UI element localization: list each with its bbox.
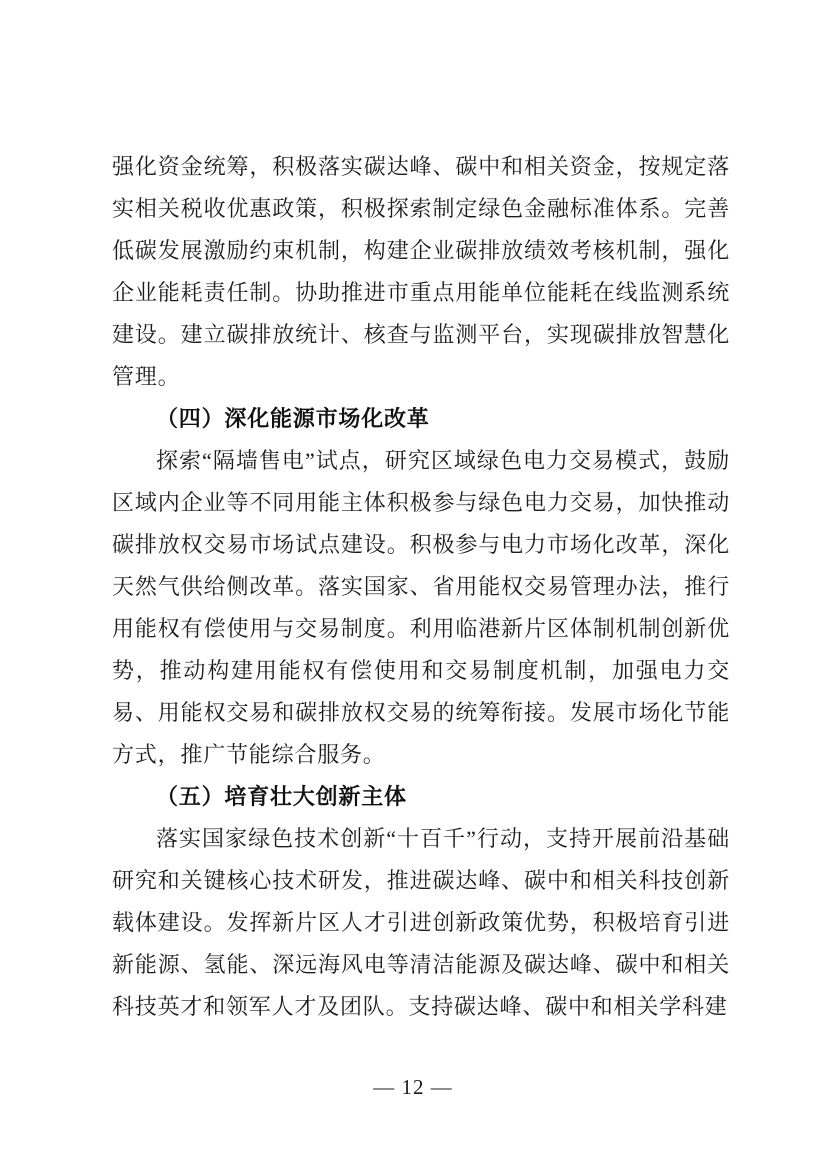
page-footer (0, 1072, 826, 1102)
body-paragraph-energy-market: 探索“隔墙售电”试点，研究区域绿色电力交易模式，鼓励区域内企业等不同用能主体积极参与绿色电力交易，加快推动碳排放权交易市场试点建设。积极参与电力市场化改革，深化天然气供给侧改革。落实国家、省用能权交易管理办法，推行用能权有偿使用与交易制度。利用临港新片区体制机制创新优势，推动构建用能权有偿使用和交易制度机制，加强电力交易、用能权交易和碳排放权交易的统筹衔接。发展市场化节能方式，推广节能综合服务。 (112, 448, 730, 767)
page-body (112, 146, 730, 1028)
page-number: — 12 — (373, 1075, 453, 1099)
section-heading-5: （五）培育壮大创新主体 (156, 784, 407, 809)
body-paragraph-continued: 强化资金统筹，积极落实碳达峰、碳中和相关资金，按规定落实相关税收优惠政策，积极探索制定绿色金融标准体系。完善低碳发展激励约束机制，构建企业碳排放绩效考核机制，强化企业能耗责任制。协助推进市重点用能单位能耗在线监测系统建设。建立碳排放统计、核查与监测平台，实现碳排放智慧化管理。 (112, 154, 730, 389)
section-heading-4: （四）深化能源市场化改革 (156, 406, 430, 431)
body-paragraph-innovation: 落实国家绿色技术创新“十百千”行动，支持开展前沿基础研究和关键核心技术研发，推进碳达峰、碳中和相关科技创新载体建设。发挥新片区人才引进创新政策优势，积极培育引进新能源、氢能、深远海风电等清洁能源及碳达峰、碳中和相关科技英才和领军人才及团队。支持碳达峰、碳中和相关学科建 (112, 826, 730, 1019)
